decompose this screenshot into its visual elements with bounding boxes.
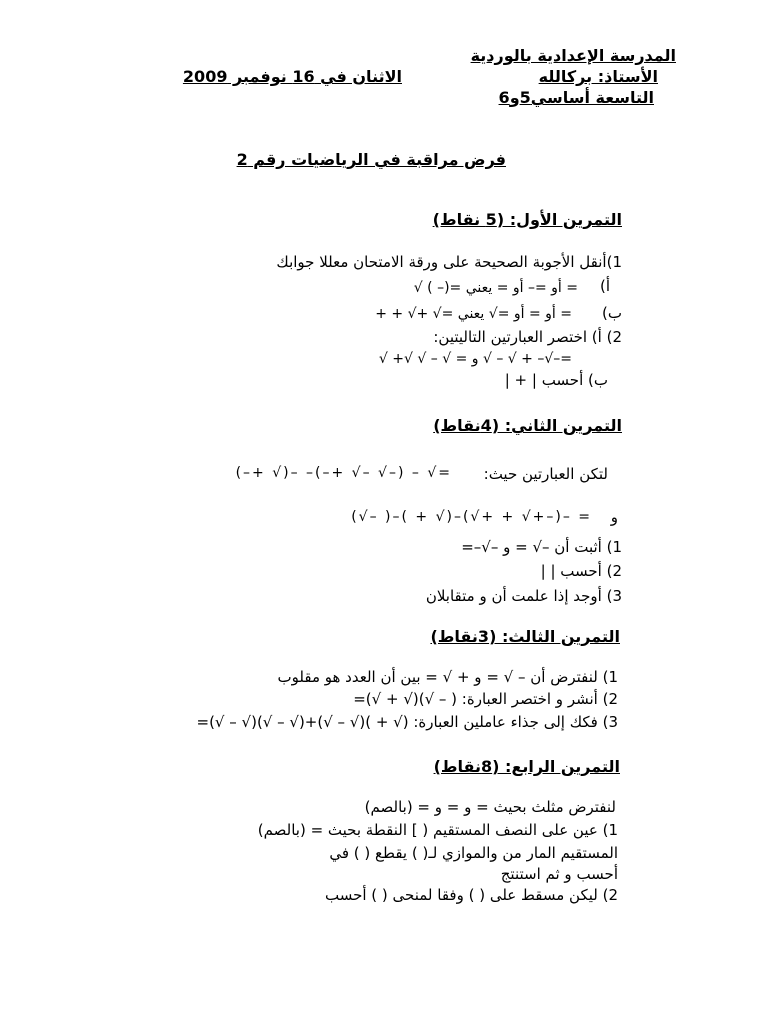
teacher-name: الأستاذ: بركالله bbox=[538, 67, 658, 86]
exercise-3-q3: 3) فكك إلى جذاء عاملين العبارة: (√ + )(√ – √)+(√ – √)(√ – √)= bbox=[196, 713, 618, 731]
exercise-4-title: التمرين الرابع: (8نقاط) bbox=[433, 757, 620, 776]
exercise-3-title: التمرين الثالث: (3نقاط) bbox=[430, 627, 620, 646]
exercise-3-q2: 2) أنشر و اختصر العبارة: ( – √)(√ + √)= bbox=[353, 690, 618, 708]
exercise-1-q1a-label: أ) bbox=[599, 277, 610, 295]
exercise-2-expression-b-label: و bbox=[610, 508, 618, 526]
school-name: المدرسة الإعدادية بالوردية bbox=[470, 46, 676, 65]
exercise-1-q1a-expression: = أو =– أو = يعني =(– ) √ bbox=[413, 280, 578, 296]
exercise-4-line-2: 1) عين على النصف المستقيم ( ] النقطة بحيث = (بالصم) bbox=[257, 821, 618, 839]
exercise-1-q2a-expression: =–√– + √ – √ و = √ – √ √+ √ bbox=[378, 351, 572, 367]
page-title: فرض مراقبة في الرياضيات رقم 2 bbox=[236, 150, 506, 169]
exercise-4-line-1: لنفترض مثلث بحيث = و = و = (بالصم) bbox=[364, 798, 616, 816]
exercise-3-q1: 1) لنفترض أن – √ = و + √ = بين أن العدد هو مقلوب bbox=[277, 668, 618, 686]
exercise-2-q2: 2) أحسب | | bbox=[540, 562, 622, 580]
exercise-2-expression-a: =√ – (–√ –√ +–)– –(√ +–) bbox=[235, 465, 452, 481]
exam-date: الاثنان في 16 نوفمبر 2009 bbox=[182, 67, 402, 86]
exercise-1-title: التمرين الأول: (5 نقاط) bbox=[432, 210, 622, 229]
exercise-1-q2b: ب) أحسب | + | bbox=[504, 371, 608, 389]
class-name: التاسعة أساسي5و6 bbox=[498, 88, 654, 107]
exercise-4-line-4: أحسب و ثم استنتج bbox=[500, 865, 618, 883]
exercise-4-line-3: المستقيم المار من والموازي لـ( ) يقطع ( ) في bbox=[329, 844, 618, 862]
exercise-2-q3: 3) أوجد إذا علمت أن و متقابلان bbox=[425, 587, 622, 605]
exercise-1-q2: 2) أ) اختصر العبارتين التاليتين: bbox=[433, 328, 622, 346]
exercise-2-intro: لتكن العبارتين حيث: bbox=[483, 465, 608, 483]
exercise-1-q1b-expression: = أو = أو =√ يعني =√ +√ + + bbox=[375, 306, 572, 322]
exercise-1-q1: 1)أنقل الأجوبة الصحيحة على ورقة الامتحان معللا جوابك bbox=[276, 253, 622, 271]
exercise-2-title: التمرين الثاني: (4نقاط) bbox=[433, 416, 622, 435]
exercise-1-q1b-label: ب) bbox=[602, 304, 622, 322]
exercise-2-q1: 1) أثبت أن –√ = و –√–= bbox=[461, 538, 622, 556]
exercise-4-line-5: 2) ليكن مسقط على ( ) وفقا لمنحى ( ) أحسب bbox=[324, 886, 618, 904]
exercise-2-expression-b: = –(–+√ + +√)–(√ + )–( –√) bbox=[351, 509, 592, 525]
